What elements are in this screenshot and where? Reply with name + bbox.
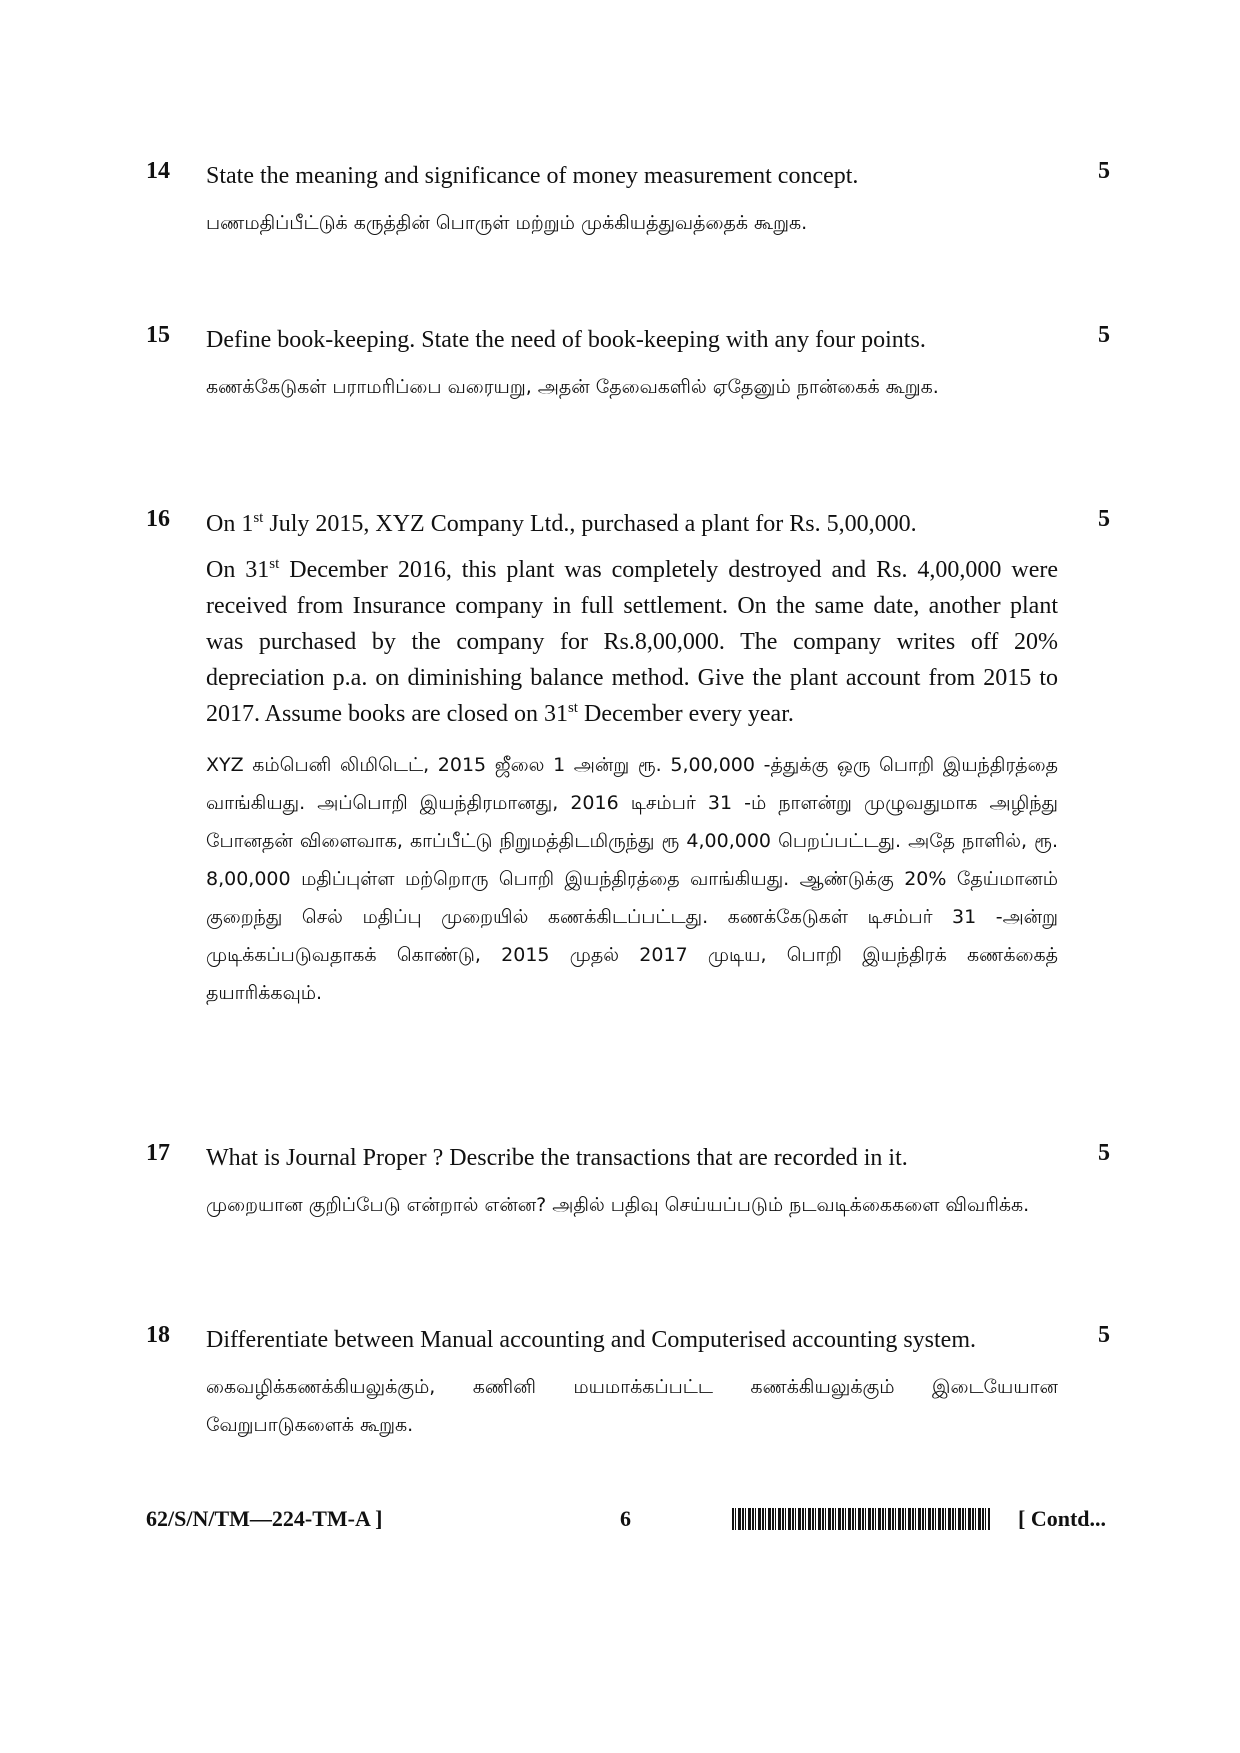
question-text-tamil: முறையான குறிப்பேடு என்றால் என்ன? அதில் பதிவு செய்யப்படும் நடவடிக்கைகளை விவரிக்க. [206,1194,1030,1216]
question-marks: 5 [1098,322,1110,348]
text-fragment: December every year. [577,701,794,727]
paper-code: 62/S/N/TM—224-TM-A ] [146,1506,383,1531]
question-text-tamil: கணக்கேடுகள் பராமரிப்பை வரையறு, அதன் தேவைகளில் ஏதேனும் நான்கைக் கூறுக. [206,376,939,398]
text-fragment: July 2015, XYZ Company Ltd., purchased a plant for Rs. 5,00,000. [263,511,917,537]
question-marks: 5 [1098,1322,1110,1348]
superscript: st [567,700,578,716]
text-fragment: On 31 [206,557,270,583]
question-body [206,1322,1058,1444]
text-fragment: On 1 [206,511,254,537]
question-text-english: What is Journal Proper ? Describe the transactions that are recorded in it. [206,1145,908,1171]
question-body [206,322,1058,406]
question-number: 17 [146,1140,170,1166]
question-text-tamil: கைவழிக்கணக்கியலுக்கும், கணினி மயமாக்கப்பட்ட கணக்கியலுக்கும் இடையேயான வேறுபாடுகளைக் கூறுக. [206,1376,1058,1436]
question-body [206,506,1058,1012]
question-body [206,158,1058,242]
question-marks: 5 [1098,506,1110,532]
page-number: 6 [620,1506,631,1531]
text-fragment: December 2016, this plant was completely destroyed and Rs. 4,00,000 were received from Insurance company in full settlement. On the same date, another plant was purchased by the company for Rs.8,00,000. The company writes off 20% depreciation p.a. on diminishing balance method. Give the plant account from 2015 to 2017. Assume books are closed on 31 [206,557,1058,727]
question-number: 14 [146,158,170,184]
question-body [206,1140,1058,1224]
superscript: st [269,556,280,572]
question-text-english: Define book-keeping. State the need of book-keeping with any four points. [206,327,926,353]
question-text-tamil: XYZ கம்பெனி லிமிடெட், 2015 ஜீலை 1 அன்று ரூ. 5,00,000 -த்துக்கு ஒரு பொறி இயந்திரத்தை வாங்கியது. அப்பொறி இயந்திரமானது, 2016 டிசம்பர் 31 -ம் நாளன்று முழுவதுமாக அழிந்து போனதன் விளைவாக, காப்பீட்டு நிறுமத்திடமிருந்து ரூ 4,00,000 பெறப்பட்டது. அதே நாளில், ரூ. 8,00,000 மதிப்புள்ள மற்றொரு பொறி இயந்திரத்தை வாங்கியது. ஆண்டுக்கு 20% தேய்மானம் குறைந்து செல் மதிப்பு முறையில் கணக்கிடப்பட்டது. கணக்கேடுகள் டிசம்பர் 31 -அன்று முடிக்கப்படுவதாகக் கொண்டு, 2015 முதல் 2017 முடிய, பொறி இயந்திரக் கணக்கைத் தயாரிக்கவும். [206,754,1058,1004]
question-number: 16 [146,506,170,532]
superscript: st [253,510,264,526]
question-text-english [206,506,1058,542]
question-text-english: State the meaning and significance of money measurement concept. [206,163,859,189]
question-text-english [206,552,1058,732]
question-text-english: Differentiate between Manual accounting and Computerised accounting system. [206,1327,976,1353]
question-marks: 5 [1098,1140,1110,1166]
barcode [732,1508,990,1530]
question-marks: 5 [1098,158,1110,184]
continued-label: [ Contd... [1018,1506,1107,1531]
question-number: 18 [146,1322,170,1348]
question-number: 15 [146,322,170,348]
question-text-tamil: பணமதிப்பீட்டுக் கருத்தின் பொருள் மற்றும் முக்கியத்துவத்தைக் கூறுக. [206,212,808,234]
